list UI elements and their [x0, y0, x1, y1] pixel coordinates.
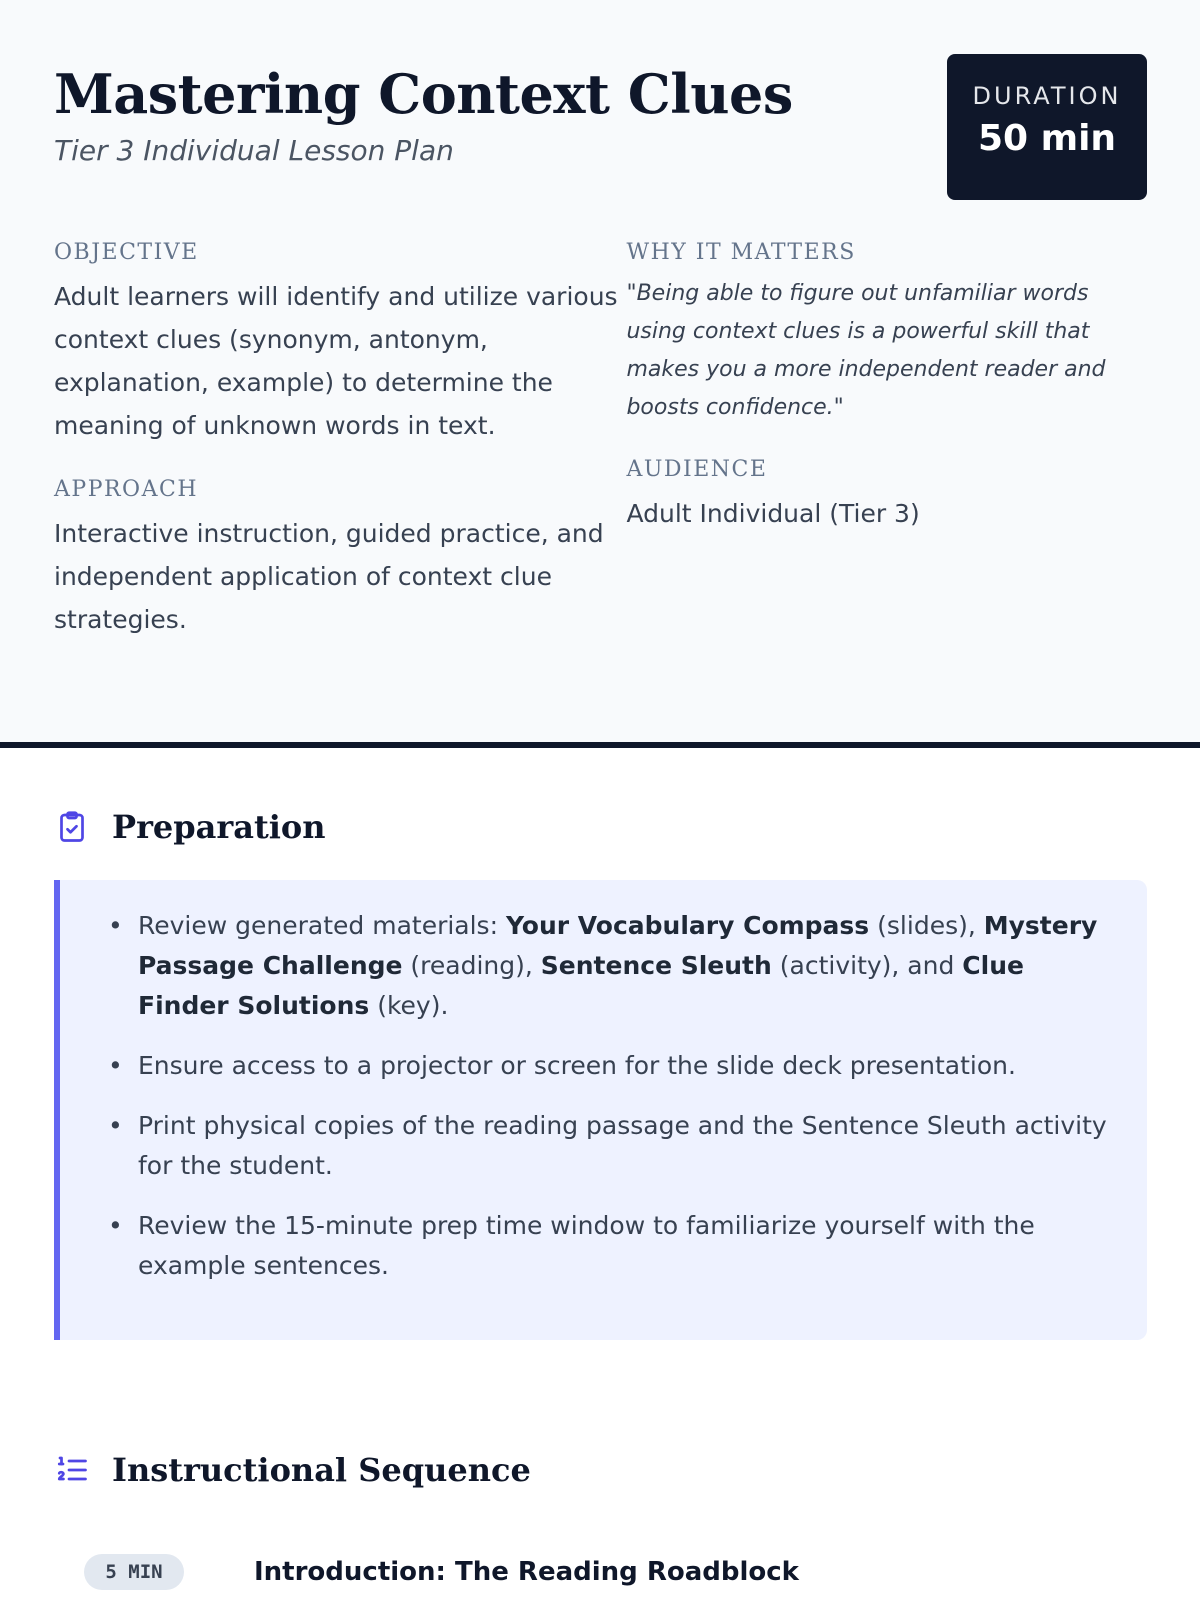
duration-badge: [947, 54, 1147, 200]
sequence-heading: [54, 1451, 531, 1489]
overview-right-column: [626, 240, 1146, 641]
list-item-text: (key).: [369, 991, 449, 1020]
audience-text: Adult Individual (Tier 3): [626, 499, 920, 528]
lesson-header: [0, 0, 1200, 748]
audience-label: AUDIENCE: [626, 457, 768, 482]
list-item: [108, 906, 1111, 1026]
sequence-step: [84, 1554, 799, 1590]
overview-left-column: [54, 240, 626, 641]
material-name: Sentence Sleuth: [540, 951, 772, 980]
list-item: • Ensure access to a projector or screen for the slide deck presentation.: [108, 1046, 1111, 1086]
why-label: WHY IT MATTERS: [626, 240, 856, 265]
approach-text: Interactive instruction, guided practice, and independent application of context clue strategies.: [54, 519, 604, 634]
preparation-list: [108, 906, 1111, 1286]
list-item: • Print physical copies of the reading passage and the Sentence Sleuth activity for the student.: [108, 1106, 1111, 1186]
preparation-heading-text: Preparation: [112, 808, 326, 846]
step-title: Introduction: The Reading Roadblock: [254, 1557, 799, 1587]
list-item-text: (reading),: [402, 951, 541, 980]
step-duration-badge: 5 MIN: [84, 1554, 184, 1590]
material-name: Your Vocabulary Compass: [505, 911, 870, 940]
why-quote: "Being able to figure out unfamiliar words using context clues is a powerful skill that makes you a more independent reader and boosts confidence.": [626, 281, 1106, 420]
clipboard-check-icon: [54, 809, 90, 845]
preparation-heading: [54, 808, 326, 846]
list-item: • Review the 15-minute prep time window to familiarize yourself with the example sentences.: [108, 1206, 1111, 1286]
objective-label: OBJECTIVE: [54, 240, 199, 265]
page-subtitle: Tier 3 Individual Lesson Plan: [54, 134, 454, 167]
objective-text: Adult learners will identify and utilize various context clues (synonym, antonym, explanation, example) to determine the meaning of unknown words in text.: [54, 282, 618, 440]
list-item-text: Review generated materials:: [138, 911, 506, 940]
overview-grid: [54, 240, 1146, 641]
approach-label: APPROACH: [54, 477, 198, 502]
list-item-text: (slides),: [869, 911, 984, 940]
duration-value: 50 min: [977, 118, 1117, 159]
duration-label: DURATION: [972, 82, 1122, 110]
material-name: Clue Finder Solutions: [138, 951, 1024, 1020]
sequence-heading-text: Instructional Sequence: [112, 1451, 531, 1489]
preparation-box: [54, 880, 1147, 1340]
numbered-list-icon: [54, 1452, 90, 1488]
list-item-text: (activity), and: [771, 951, 963, 980]
page-title: Mastering Context Clues: [54, 62, 793, 126]
material-name: Mystery Passage Challenge: [138, 911, 1098, 980]
